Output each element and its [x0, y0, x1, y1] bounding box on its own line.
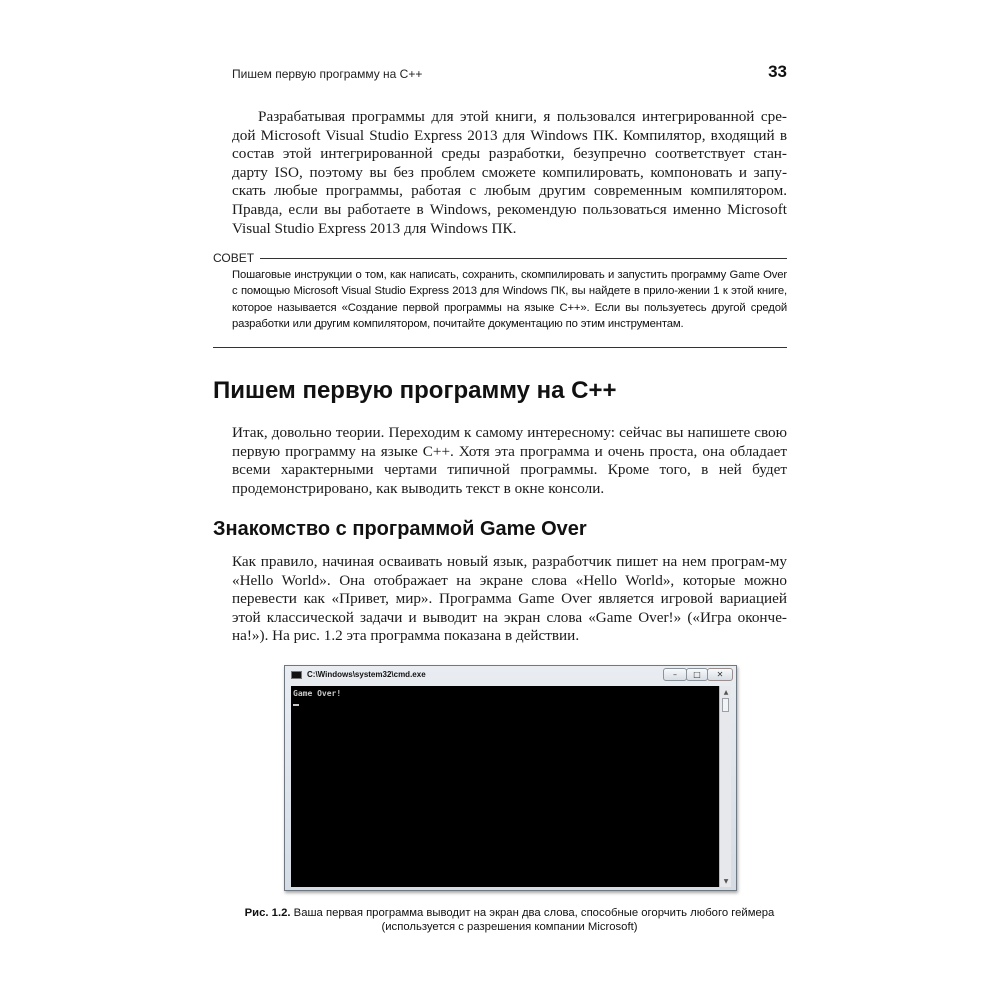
caption-label: Рис. 1.2.	[244, 907, 291, 919]
section-heading: Пишем первую программу на C++	[213, 377, 617, 404]
console-output-area[interactable]	[291, 686, 719, 887]
tip-top-rule	[260, 258, 787, 259]
vertical-scrollbar[interactable]	[719, 686, 731, 887]
running-head: Пишем первую программу на С++	[232, 67, 423, 81]
tip-text: Пошаговые инструкции о том, как написать, сохранить, скомпилировать и запустить программу Game Over с помощью Microsoft Visual Studio Express 2013 для Windows ПК, вы найдете в прило-жении 1 к этой книге, которое называется «Создание первой программы на языке C++». Если вы пользуетесь другой средой разработки или другим компилятором, почитайте документацию по этим инструментам.	[232, 269, 787, 331]
text-cursor	[293, 704, 299, 706]
tip-label: СОВЕТ	[213, 251, 255, 265]
subsection-heading: Знакомство с программой Game Over	[213, 518, 587, 540]
scroll-down-arrow-icon[interactable]: ▼	[723, 877, 729, 885]
section-paragraph: Итак, довольно теории. Переходим к самому интересному: сейчас вы напишете свою первую программу на языке C++. Хотя эта программа и очень проста, она обладает всеми характерными чертами типичной программы. Кроме того, в ней будет продемонстрировано, как выводить текст в окне консоли.	[232, 424, 787, 497]
intro-paragraph: Разрабатывая программы для этой книги, я пользовался интегрированной сре-дой Microsoft Visual Studio Express 2013 для Windows ПК. Компилятор, входящий в состав этой интегрированной среды разработки, безупречно соответствует стан-дарту ISO, поэтому вы без проблем сможете компилировать, компоновать и запу-скать любые программы, работая с любым другим современным компилятором. Правда, если вы работаете в Windows, рекомендую пользоваться именно Microsoft Visual Studio Express 2013 для Windows ПК.	[232, 108, 787, 237]
tip-bottom-rule	[213, 347, 787, 348]
console-icon	[291, 671, 302, 679]
tip-header	[213, 250, 787, 266]
figure-caption	[232, 906, 787, 934]
scroll-thumb[interactable]	[722, 698, 729, 712]
close-button[interactable]: ✕	[707, 668, 733, 681]
window-titlebar[interactable]	[285, 666, 736, 685]
scroll-up-arrow-icon[interactable]: ▲	[723, 688, 729, 696]
subsection-paragraph: Как правило, начиная осваивать новый язык, разработчик пишет на нем програм-му «Hello World». Она отображает на экране слова «Hello World», которые можно перевести как «Привет, мир». Программа Game Over является игровой вариацией этой классической задачи и выводит на экран слова «Game Over!» («Игра оконче-на!»). На рис. 1.2 эта программа показана в действии.	[232, 553, 787, 645]
page-number: 33	[768, 62, 787, 81]
console-output-line: Game Over!	[293, 689, 342, 698]
window-title: C:\Windows\system32\cmd.exe	[307, 670, 426, 679]
maximize-button[interactable]: □	[686, 668, 708, 681]
caption-text: Ваша первая программа выводит на экран два слова, способные огорчить любого геймера (используется с разрешения компании Microsoft)	[293, 907, 775, 933]
console-window-figure	[284, 665, 737, 891]
minimize-button[interactable]: –	[663, 668, 687, 681]
